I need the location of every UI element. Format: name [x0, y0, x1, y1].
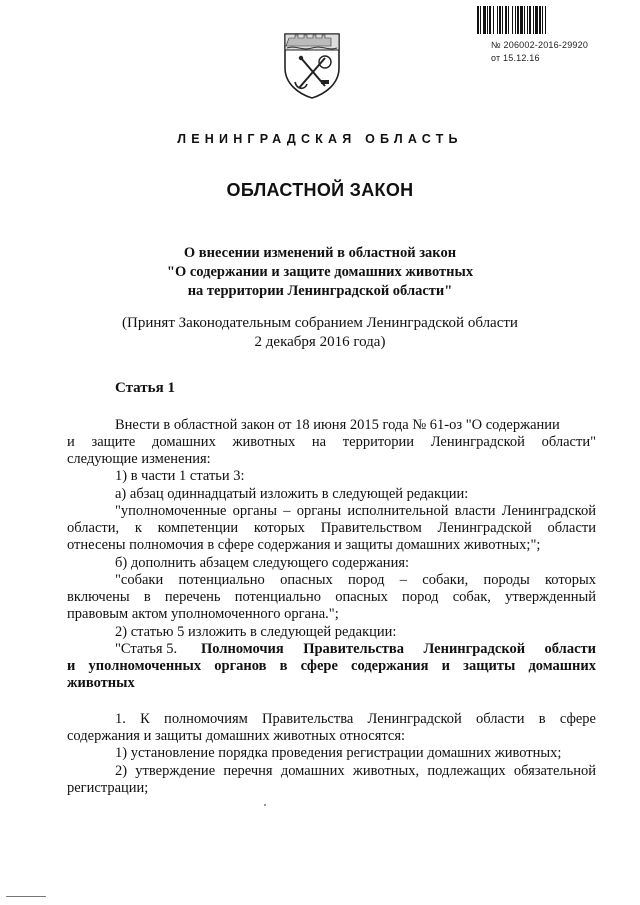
article-5-title: Полномочия Правительства Ленинградской области	[201, 641, 596, 657]
adoption-note-line: 2 декабря 2016 года)	[254, 334, 386, 350]
body-line: "собаки потенциально опасных пород – собаки, породы которых	[115, 572, 596, 588]
body-line: следующие изменения:	[67, 451, 211, 467]
scan-speck	[6, 896, 46, 897]
body-line: и уполномоченных органов в сфере содержания и защиты домашних	[67, 658, 596, 674]
body-line: животных	[67, 675, 135, 691]
barcode	[477, 6, 599, 34]
law-title-line: О внесении изменений в областной закон	[183, 245, 457, 261]
body-line: а) абзац одиннадцатый изложить в следующей редакции:	[115, 486, 469, 502]
adoption-note-line: (Принят Законодательным собранием Ленинградской области	[122, 315, 518, 331]
body-line: 1) в части 1 статьи 3:	[115, 468, 245, 484]
law-title-line: "О содержании и защите домашних животных	[166, 264, 474, 280]
body-line: 2) утверждение перечня домашних животных, подлежащих обязательной	[115, 763, 596, 779]
body-line: "уполномоченные органы – органы исполнительной власти Ленинградской	[115, 503, 596, 519]
article-5-prefix: "Статья 5.	[115, 641, 178, 657]
body-line: области, к компетенции которых Правительством Ленинградской области	[67, 520, 596, 536]
body-line: 1) установление порядка проведения регистрации домашних животных;	[115, 745, 562, 761]
law-type-heading: ОБЛАСТНОЙ ЗАКОН	[226, 180, 414, 200]
barcode-bar	[546, 6, 548, 34]
body-line: регистрации;	[67, 780, 149, 796]
article-heading: Статья 1	[115, 380, 175, 396]
body-line: Внести в областной закон от 18 июня 2015 года № 61-оз "О содержании	[115, 417, 560, 433]
body-line: включены в перечень потенциально опасных пород собак, утвержденный	[67, 589, 596, 605]
region-heading: ЛЕНИНГРАДСКАЯ ОБЛАСТЬ	[177, 132, 463, 146]
body-line: и защите домашних животных на территории Ленинградской области"	[67, 434, 596, 450]
body-line: правовым актом уполномоченного органа.";	[67, 606, 339, 622]
scan-speck	[264, 804, 266, 806]
body-line: содержания и защиты домашних животных относятся:	[67, 728, 406, 744]
body-line: 2) статью 5 изложить в следующей редакции:	[115, 624, 397, 640]
body-line: б) дополнить абзацем следующего содержания:	[115, 555, 410, 571]
law-title-line: на территории Ленинградской области"	[187, 283, 453, 299]
body-line: 1. К полномочиям Правительства Ленинградской области в сфере	[115, 711, 596, 727]
registration-date: от 15.12.16	[491, 53, 540, 63]
body-line	[115, 641, 596, 658]
registration-number: № 206002-2016-29920	[491, 40, 589, 50]
coat-of-arms-icon	[281, 28, 343, 100]
body-line: отнесены полномочия в сфере содержания и защиты домашних животных;";	[67, 537, 541, 553]
